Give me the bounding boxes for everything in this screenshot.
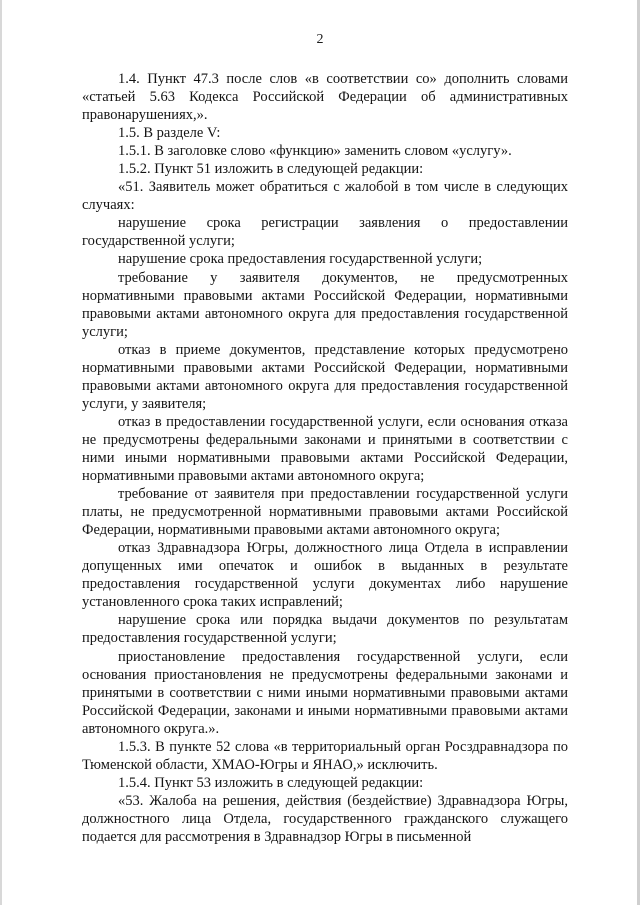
list-item-fee-requirement: требование от заявителя при предоставлении государственной услуги платы, не предусмотренной нормативными правовыми актами Российской Федерации, нормативными правовыми актами автономного округа; (82, 486, 568, 539)
paragraph-1-5-1: 1.5.1. В заголовке слово «функцию» заменить словом «услугу». (118, 143, 512, 160)
list-item-correction-refusal: отказ Здравнадзора Югры, должностного лица Отдела в исправлении допущенных ими опечаток и ошибок в выданных в результате предоставления государственной услуги документах либо нарушение установленного срока таких исправлений; (82, 540, 568, 611)
paragraph-1-5-3: 1.5.3. В пункте 52 слова «в территориальный орган Росздравнадзора по Тюменской области, ХМАО-Югры и ЯНАО,» исключить. (82, 738, 568, 773)
list-item-suspension: приостановление предоставления государственной услуги, если основания приостановления не предусмотрены федеральными законами и принятыми в соответствии с ними иными нормативными правовыми актами Российской Федерации, законами и иными нормативными правовыми актами автономного округа.». (82, 648, 568, 737)
document-body (82, 70, 568, 846)
list-item-issuance-violation: нарушение срока или порядка выдачи документов по результатам предоставления государственной услуги; (82, 612, 568, 647)
paragraph-51: «51. Заявитель может обратиться с жалобой в том числе в следующих случаях: (82, 179, 568, 214)
list-item-service-refusal: отказ в предоставлении государственной услуги, если основания отказа не предусмотрены федеральными законами и принятыми в соответствии с ними иными нормативными правовыми актами Российской Федерации, нормативными правовыми актами автономного округа; (82, 413, 568, 485)
list-item-document-requirement: требование у заявителя документов, не предусмотренных нормативными правовыми актами Российской Федерации, нормативными правовыми актами автономного округа для предоставления государственной услуги; (82, 269, 568, 340)
paragraph-1-5-2: 1.5.2. Пункт 51 изложить в следующей редакции: (118, 161, 424, 178)
scan-edge-left (0, 0, 2, 905)
list-item-acceptance-refusal: отказ в приеме документов, представление которых предусмотрено нормативными правовыми актами Российской Федерации, нормативными правовыми актами автономного округа для предоставления государственной услуги, у заявителя; (82, 341, 568, 412)
paragraph-53: «53. Жалоба на решения, действия (бездействие) Здравнадзора Югры, должностного лица Отдела, государственного гражданского служащего подается для рассмотрения в Здравнадзор Югры в письменной (82, 792, 568, 845)
paragraph-1-4: 1.4. Пункт 47.3 после слов «в соответствии со» дополнить словами «статьей 5.63 Кодекса Российской Федерации об административных правонарушениях,». (82, 71, 568, 124)
paragraph-1-5-4: 1.5.4. Пункт 53 изложить в следующей редакции: (118, 774, 424, 791)
list-item-service-deadline: нарушение срока предоставления государственной услуги; (118, 251, 483, 268)
list-item-registration-deadline: нарушение срока регистрации заявления о предоставлении государственной услуги; (82, 215, 568, 250)
paragraph-1-5: 1.5. В разделе V: (118, 125, 221, 142)
page-number: 2 (316, 32, 324, 47)
